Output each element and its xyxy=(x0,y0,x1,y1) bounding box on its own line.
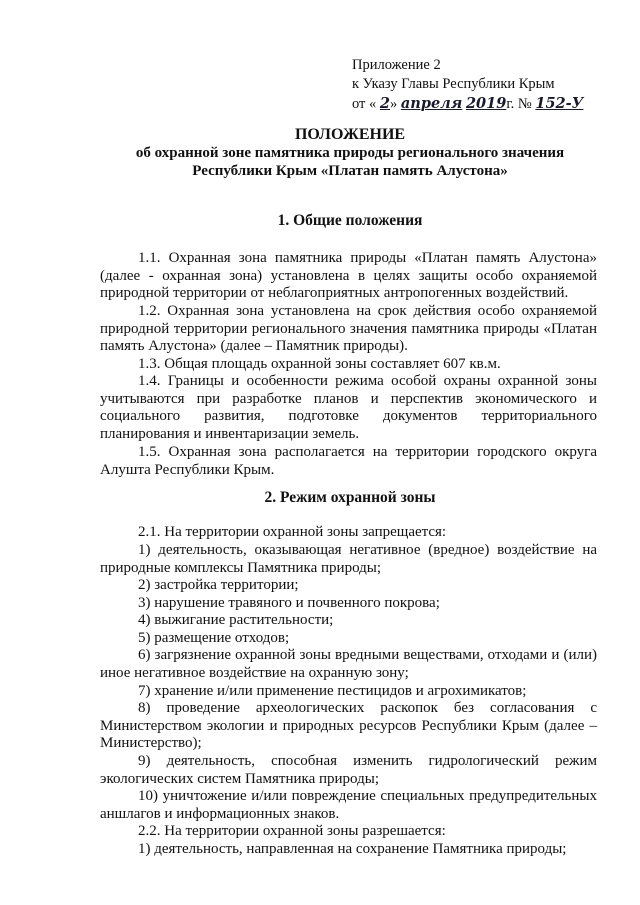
list-item-9: 9) деятельность, способная изменить гидрологический режим экологических систем Памятника природы; xyxy=(100,753,597,787)
list-item-6: 6) загрязнение охранной зоны вредными веществами, отходами и (или) иное негативное воздействие на охранную зону; xyxy=(100,647,597,681)
document-title xyxy=(100,126,600,180)
title-line-3: Республики Крым «Платан память Алустона» xyxy=(192,163,508,179)
list-item-5: 5) размещение отходов; xyxy=(138,630,290,646)
annex-date-line: от « 2» апреля 2019г. № 152-У xyxy=(352,95,584,112)
paragraph-1-2: 1.2. Охранная зона установлена на срок действия особо охраняемой природной территории регионального значения памятника природы «Платан память Алустона» (далее – Памятник природы). xyxy=(100,303,597,355)
handwritten-month: апреля xyxy=(400,95,463,112)
paragraph-2-2: 2.2. На территории охранной зоны разрешается: xyxy=(138,823,446,839)
allowed-item-1: 1) деятельность, направленная на сохранение Памятника природы; xyxy=(138,841,567,857)
handwritten-year: 2019 xyxy=(465,95,507,112)
title-line-2: об охранной зоне памятника природы регионального значения xyxy=(135,145,565,161)
handwritten-number: 152-У xyxy=(535,95,584,112)
annex-decree-ref: к Указу Главы Республики Крым xyxy=(352,76,555,92)
list-item-1: 1) деятельность, оказывающая негативное (вредное) воздействие на природные комплексы Памятника природы; xyxy=(100,542,597,576)
title-heading: ПОЛОЖЕНИЕ xyxy=(294,126,406,143)
annex-title: Приложение 2 xyxy=(352,57,441,73)
paragraph-1-5: 1.5. Охранная зона располагается на территории городского округа Алушта Республики Крым. xyxy=(100,444,597,478)
section-1-heading: 1. Общие положения xyxy=(277,212,423,229)
list-item-7: 7) хранение и/или применение пестицидов и агрохимикатов; xyxy=(138,683,527,699)
list-item-3: 3) нарушение травяного и почвенного покрова; xyxy=(138,595,440,611)
list-item-4: 4) выжигание растительности; xyxy=(138,612,334,628)
handwritten-day: 2 xyxy=(379,95,390,112)
list-item-8: 8) проведение археологических раскопок без согласования с Министерством экологии и природных ресурсов Республики Крым (далее – Министерство); xyxy=(100,700,597,752)
paragraph-2-1: 2.1. На территории охранной зоны запрещается: xyxy=(138,524,447,540)
list-item-2: 2) застройка территории; xyxy=(138,577,299,593)
annex-block xyxy=(352,56,583,114)
section-2-heading: 2. Режим охранной зоны xyxy=(264,489,436,506)
list-item-10: 10) уничтожение и/или повреждение специальных предупредительных аншлагов и информационных знаков. xyxy=(100,788,597,822)
paragraph-1-4: 1.4. Границы и особенности режима особой охраны охранной зоны учитываются при разработке планов и перспектив экономического и социального развития, подготовке документов территориального планирования и инвентаризации земель. xyxy=(100,373,597,442)
paragraph-1-1: 1.1. Охранная зона памятника природы «Платан память Алустона» (далее - охранная зона) установлена в целях защиты особо охраняемой природной территории от неблагоприятных антропогенных воздействий. xyxy=(100,250,597,302)
paragraph-1-3: 1.3. Общая площадь охранной зоны составляет 607 кв.м. xyxy=(138,356,501,372)
